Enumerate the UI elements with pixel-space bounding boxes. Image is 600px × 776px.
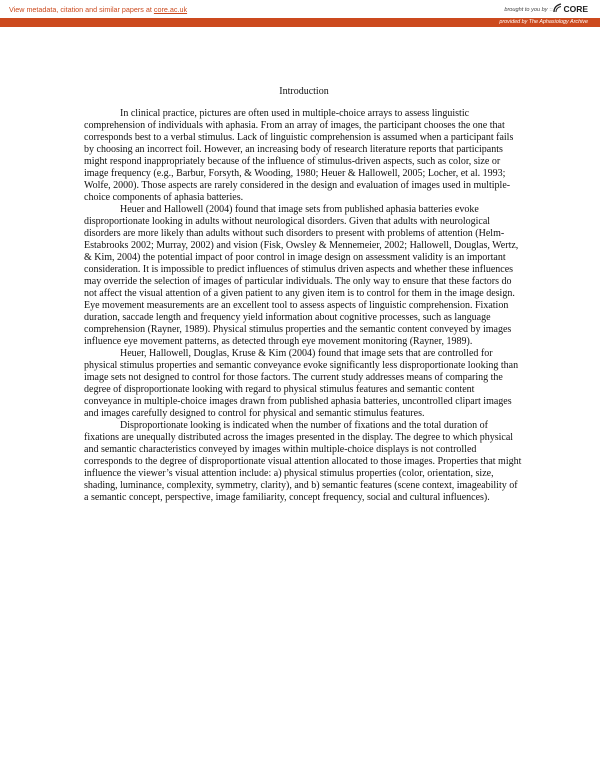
core-logo[interactable] <box>550 3 588 13</box>
paragraph-3: Heuer, Hallowell, Douglas, Kruse & Kim (2004) found that image sets that are controlled for physical stimulus properties and semantic conveyance evoke significantly less disproportionate looking than image sets not designed to control for those factors. The current study addresses means of comparing the degree of disproportionate looking with regard to physical stimulus features and semantic content conveyance in multiple-choice images drawn from published aphasia batteries, uncontrolled clipart images and images carefully designed to control for physical and semantic stimulus features. <box>84 348 519 419</box>
core-badge[interactable] <box>504 3 588 13</box>
brought-to-you-text: brought to you by <box>504 7 548 13</box>
provided-by-text[interactable]: provided by The Aphasiology Archive <box>499 19 588 25</box>
core-ac-uk-link[interactable]: core.ac.uk <box>153 5 188 14</box>
paragraph-2: Heuer and Hallowell (2004) found that image sets from published aphasia batteries evoke disproportionate looking in adults without neurological disorders. Given that adults with neurological disorders are more likely than adults without such disorders to present with problems of attention (Helm-Estabrooks 2002; Murray, 2002) and vision (Fisk, Owsley & Mennemeier, 2002; Hallowell, Douglas, Wertz, & Kim, 2004) the potential impact of poor control in image design on assessment validity is an important consideration. It is impossible to predict influences of stimulus driven aspects and whether these influences may override the selection of images of particular individuals. The only way to ensure that these factors do not affect the visual attention of a given patient to any given item is to control for them in the image design. Eye movement measurements are an excellent tool to assess aspects of linguistic comprehension. Fixation duration, saccade length and frequency yield information about cognitive processes, such as language comprehension (Rayner, 1989). Physical stimulus properties and the semantic content conveyed by images influence eye movement patterns, as detected through eye movement monitoring (Rayner, 1989). <box>84 204 519 347</box>
core-logo-word: CORE <box>563 3 588 14</box>
paragraph-4: Disproportionate looking is indicated when the number of fixations and the total duration of fixations are unequally distributed across the images presented in the display. The degree to which physical and semantic characteristics conveyed by images within multiple-choice displays is not controlled corresponds to the degree of disproportionate visual attention allocated to those images. Properties that might influence the viewer’s visual attention include: a) physical stimulus properties (color, orientation, size, shading, luminance, complexity, symmetry, clarity), and b) semantic features (scene context, imageability of a semantic concept, perspective, image familiarity, concept frequency, social and cultural influences). <box>84 420 522 503</box>
core-swirl-icon <box>553 3 562 13</box>
paragraph-1: In clinical practice, pictures are often used in multiple-choice arrays to assess linguistic comprehension of individuals with aphasia. From an array of images, the participant chooses the one that corresponds best to a verbal stimulus. Lack of linguistic comprehension is assumed when a participant fails by choosing an incorrect foil. However, an increasing body of research literature reports that participants might respond inappropriately because of the influence of stimulus-driven aspects, such as color, size or image frequency (e.g., Barbur, Forsyth, & Wooding, 1980; Heuer & Hallowell, 2005; Locher, et al. 1993; Wolfe, 2000). Those aspects are rarely considered in the design and evaluation of images used in multiple-choice components of aphasia batteries. <box>84 108 514 203</box>
document-page <box>84 86 524 504</box>
core-metadata-prefix: View metadata, citation and similar papers at <box>9 5 154 14</box>
provided-by-bar <box>0 18 600 27</box>
core-logo-by: ∷ <box>549 6 553 12</box>
section-heading: Introduction <box>279 86 329 97</box>
core-metadata-link[interactable] <box>9 5 187 14</box>
